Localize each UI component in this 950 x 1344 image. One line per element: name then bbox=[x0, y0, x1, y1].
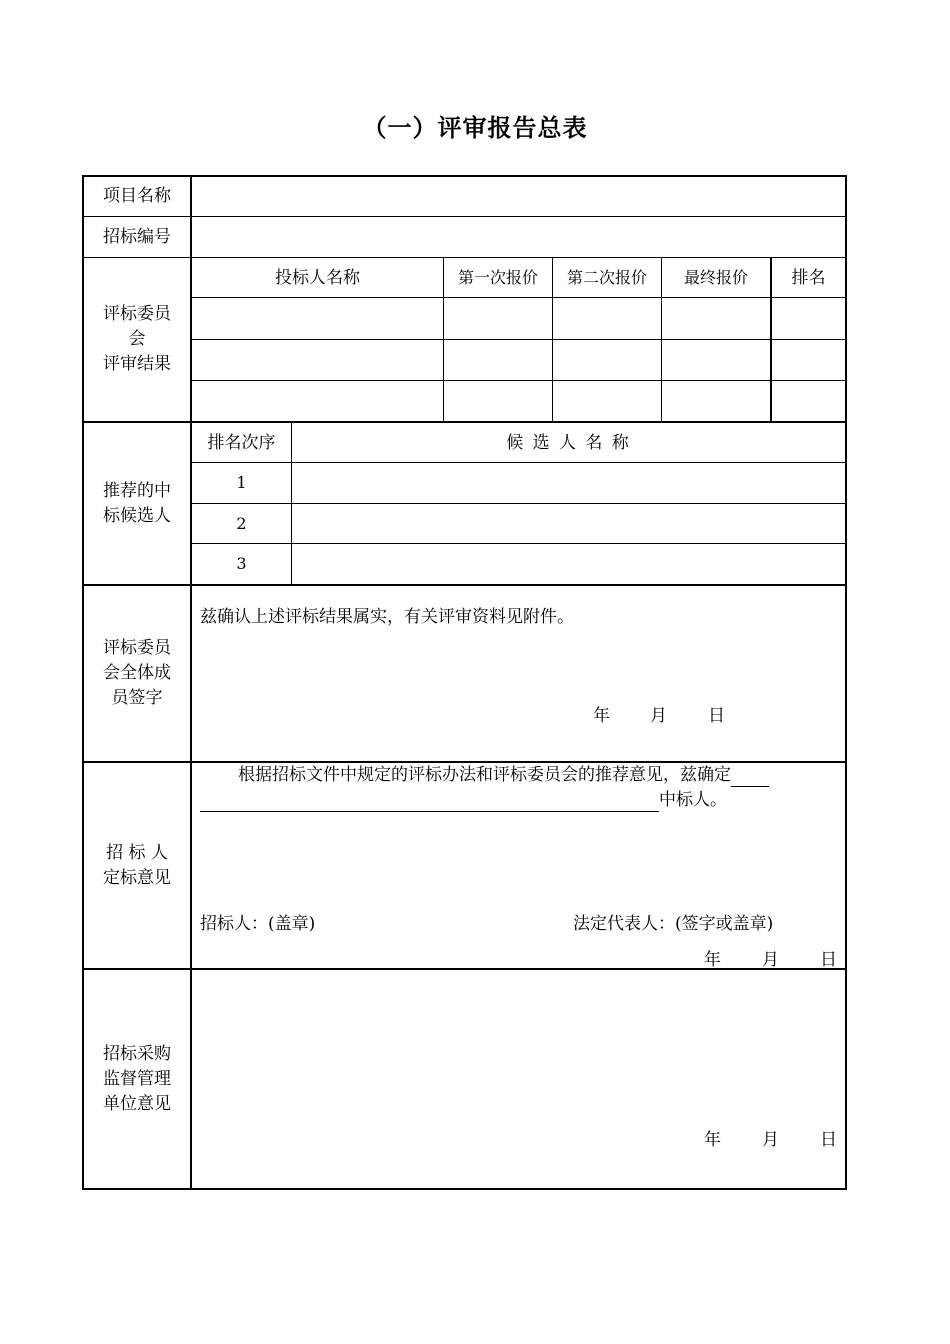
header-first-quote: 第一次报价 bbox=[457, 267, 538, 287]
supervision-label bbox=[84, 970, 190, 1188]
tenderer-decision-line2 bbox=[200, 788, 727, 812]
eval-cell-final-quote[interactable] bbox=[662, 340, 770, 380]
tenderer-date-year: 年 bbox=[704, 950, 721, 970]
eval-cell-rank[interactable] bbox=[772, 381, 845, 421]
eval-cell-bidder[interactable] bbox=[192, 298, 443, 339]
candidate-rank: 1 bbox=[236, 473, 247, 492]
bid-number-label: 招标编号 bbox=[103, 226, 171, 247]
eval-cell-final-quote[interactable] bbox=[662, 298, 770, 339]
supervision-date-year: 年 bbox=[704, 1130, 721, 1150]
row-divider bbox=[82, 968, 847, 970]
header-final-quote: 最终报价 bbox=[683, 267, 748, 287]
committee-signature-label-line: 员签字 bbox=[111, 688, 163, 708]
eval-cell-second-quote[interactable] bbox=[553, 298, 661, 339]
header-bidder-name: 投标人名称 bbox=[275, 267, 360, 288]
tenderer-decision-label-line: 招 标 人 bbox=[106, 842, 168, 863]
project-name-label: 项目名称 bbox=[103, 186, 171, 206]
eval-cell-first-quote[interactable] bbox=[444, 381, 552, 421]
eval-cell-bidder[interactable] bbox=[192, 340, 443, 380]
supervision-label-line: 监督管理 bbox=[103, 1068, 171, 1089]
candidate-name-field[interactable] bbox=[292, 463, 845, 503]
page-title: （一）评审报告总表 bbox=[362, 114, 588, 142]
evaluation-label-line: 会 bbox=[128, 329, 146, 349]
committee-signature-label-line: 评标委员 bbox=[103, 638, 171, 658]
tenderer-decision-text-before: 根据招标文件中规定的评标办法和评标委员会的推荐意见，兹确定 bbox=[238, 765, 731, 785]
candidates-name-header: 候 选 人 名 称 bbox=[506, 432, 631, 453]
eval-cell-rank[interactable] bbox=[772, 340, 845, 380]
committee-date-day: 日 bbox=[708, 706, 725, 726]
bid-number-field[interactable] bbox=[192, 217, 845, 257]
eval-cell-final-quote[interactable] bbox=[662, 381, 770, 421]
committee-signature-label bbox=[84, 586, 190, 761]
project-name-field[interactable] bbox=[192, 177, 845, 216]
committee-date-year: 年 bbox=[593, 706, 610, 726]
supervision-label-line: 招标采购 bbox=[103, 1043, 171, 1064]
candidates-label bbox=[84, 423, 190, 584]
supervision-label-line: 单位意见 bbox=[103, 1093, 171, 1114]
evaluation-label-line: 评标委员 bbox=[103, 304, 171, 324]
tenderer-decision-label-line: 定标意见 bbox=[103, 867, 171, 888]
supervision-date-month: 月 bbox=[762, 1130, 779, 1150]
candidate-name-field[interactable] bbox=[292, 544, 845, 584]
header-rank: 排名 bbox=[791, 267, 826, 288]
evaluation-label bbox=[84, 258, 190, 421]
eval-cell-second-quote[interactable] bbox=[553, 340, 661, 380]
tenderer-decision-text-after: 中标人。 bbox=[659, 790, 727, 810]
candidates-label-line: 推荐的中 bbox=[103, 480, 171, 501]
tenderer-date-day: 日 bbox=[820, 950, 837, 967]
committee-signature-label-line: 会全体成 bbox=[103, 663, 171, 683]
committee-date-month: 月 bbox=[650, 706, 667, 726]
eval-cell-second-quote[interactable] bbox=[553, 381, 661, 421]
committee-statement: 兹确认上述评标结果属实，有关评审资料见附件。 bbox=[200, 607, 574, 627]
eval-cell-first-quote[interactable] bbox=[444, 298, 552, 339]
candidate-name-field[interactable] bbox=[292, 504, 845, 543]
candidate-rank: 2 bbox=[236, 513, 247, 533]
eval-cell-first-quote[interactable] bbox=[444, 340, 552, 380]
candidates-rank-header: 排名次序 bbox=[207, 432, 276, 453]
header-second-quote: 第二次报价 bbox=[566, 267, 647, 287]
evaluation-label-line: 评审结果 bbox=[103, 354, 171, 374]
eval-cell-bidder[interactable] bbox=[192, 381, 443, 421]
supervision-date-day: 日 bbox=[820, 1130, 837, 1150]
tenderer-date-month: 月 bbox=[762, 950, 779, 970]
row-divider bbox=[82, 584, 847, 586]
candidates-label-line: 标候选人 bbox=[103, 505, 171, 526]
winner-name-blank[interactable] bbox=[200, 791, 659, 812]
tenderer-seal: 招标人：(盖章) bbox=[200, 914, 316, 934]
tenderer-decision-text bbox=[238, 763, 769, 787]
legal-representative: 法定代表人：(签字或盖章) bbox=[573, 914, 774, 934]
eval-cell-rank[interactable] bbox=[772, 298, 845, 339]
winner-blank-line[interactable] bbox=[731, 766, 769, 787]
tenderer-decision-label bbox=[84, 763, 190, 968]
candidate-rank: 3 bbox=[236, 554, 247, 573]
